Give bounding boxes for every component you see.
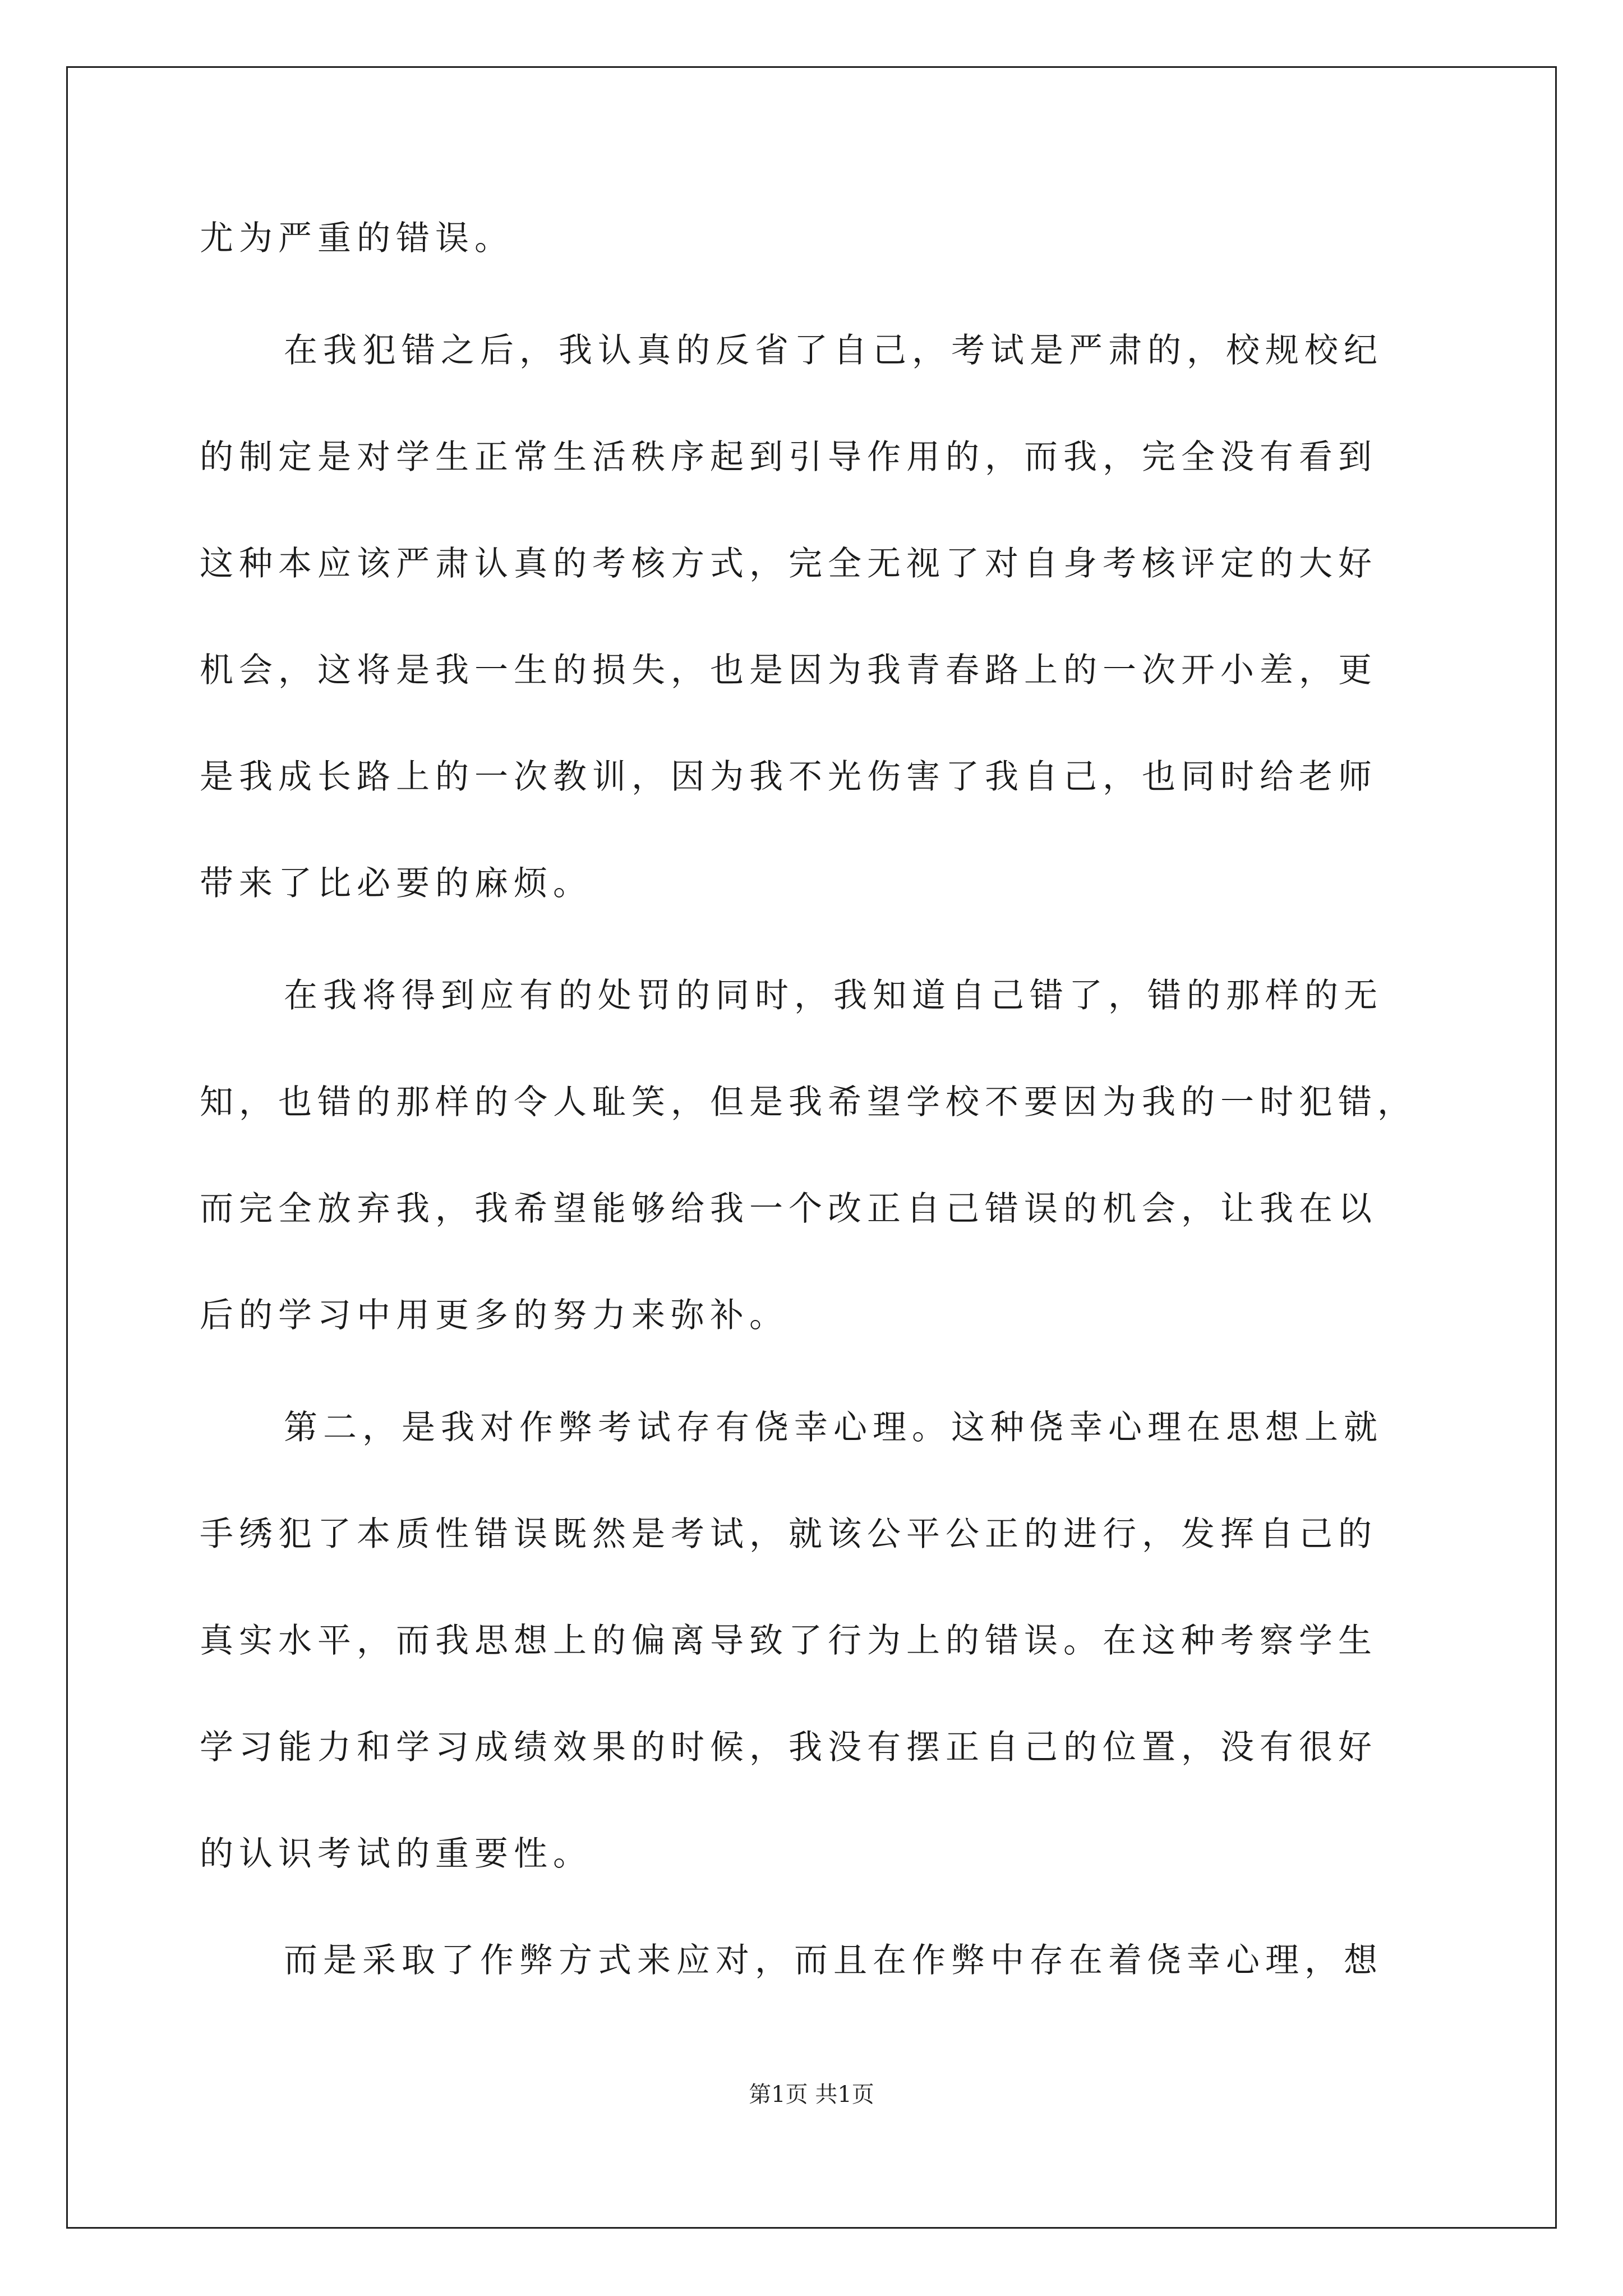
text-line: 带来了比必要的麻烦。 <box>200 864 592 903</box>
text-line: 尤为严重的错误。 <box>200 219 514 258</box>
text-line: 学习能力和学习成绩效果的时候，我没有摆正自己的位置，没有很好 <box>200 1728 1377 1767</box>
text-line: 在我犯错之后，我认真的反省了自己，考试是严肃的，校规校纪 <box>284 331 1383 370</box>
text-line: 第二，是我对作弊考试存有侥幸心理。这种侥幸心理在思想上就 <box>284 1408 1383 1447</box>
text-line: 而完全放弃我，我希望能够给我一个改正自己错误的机会，让我在以 <box>200 1189 1377 1228</box>
text-line: 这种本应该严肃认真的考核方式，完全无视了对自身考核评定的大好 <box>200 544 1377 583</box>
text-line: 的认识考试的重要性。 <box>200 1834 592 1874</box>
page-number-footer: 第1页 共1页 <box>749 2082 874 2108</box>
text-line: 后的学习中用更多的努力来弥补。 <box>200 1296 789 1335</box>
text-line: 是我成长路上的一次教训，因为我不光伤害了我自己，也同时给老师 <box>200 757 1377 797</box>
text-line: 的制定是对学生正常生活秩序起到引导作用的，而我，完全没有看到 <box>200 438 1377 477</box>
text-line: 而是采取了作弊方式来应对，而且在作弊中存在着侥幸心理，想 <box>284 1941 1383 1980</box>
text-line: 机会，这将是我一生的损失，也是因为我青春路上的一次开小差，更 <box>200 651 1377 690</box>
page-border <box>66 66 1557 2229</box>
text-line: 在我将得到应有的处罚的同时，我知道自己错了，错的那样的无 <box>284 976 1383 1015</box>
text-line: 真实水平，而我思想上的偏离导致了行为上的错误。在这种考察学生 <box>200 1621 1377 1660</box>
text-line: 手绣犯了本质性错误既然是考试，就该公平公正的进行，发挥自己的 <box>200 1515 1377 1554</box>
text-line: 知，也错的那样的令人耻笑，但是我希望学校不要因为我的一时犯错， <box>200 1083 1417 1122</box>
